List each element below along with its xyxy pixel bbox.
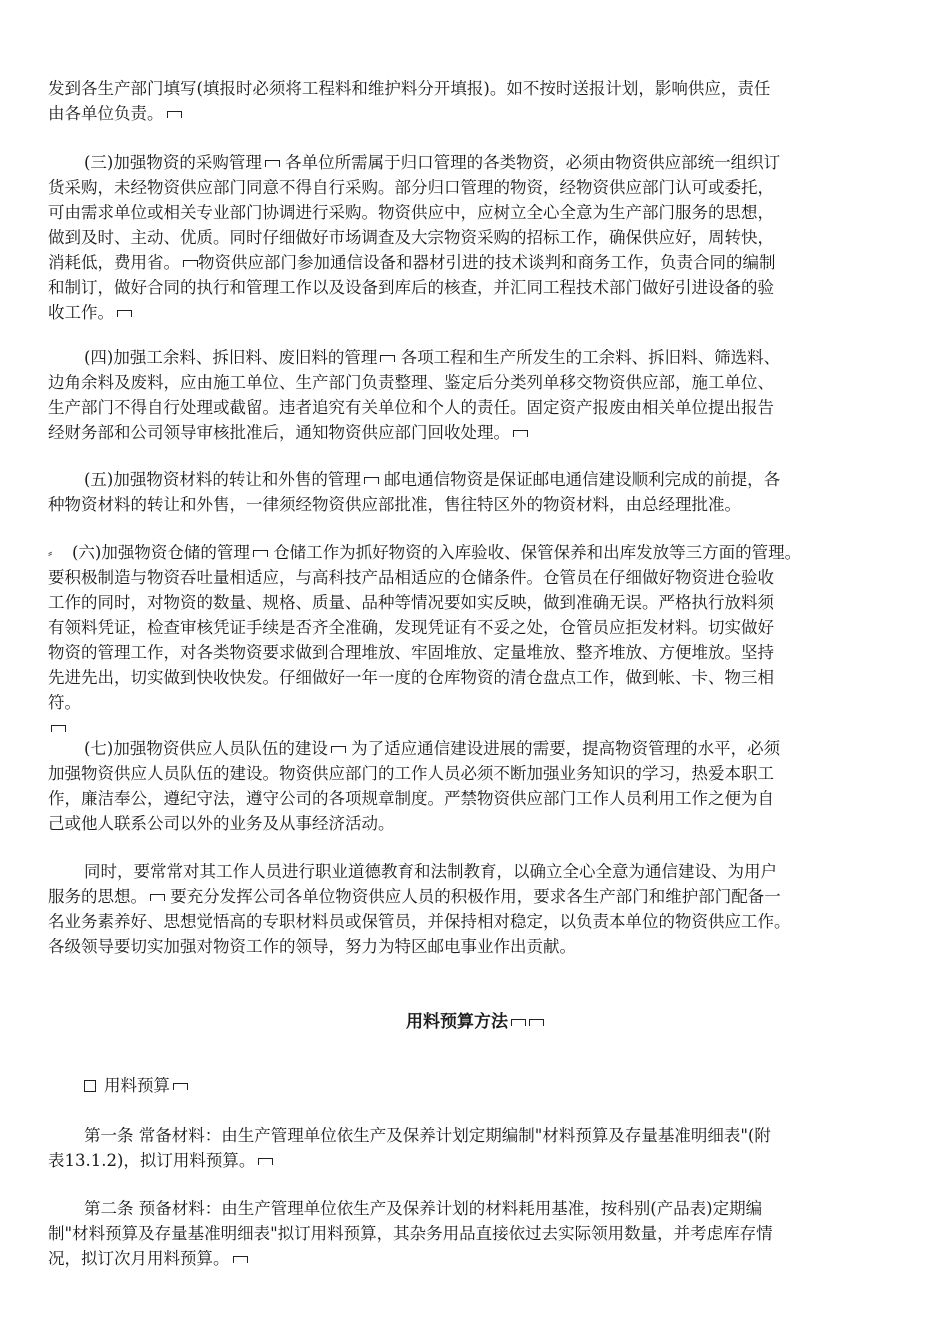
- paragraph-section-6: [48, 540, 904, 740]
- paragraph-mark-icon: [167, 111, 182, 118]
- list-marker-icon: ⸗: [48, 546, 53, 561]
- paragraph-section-3: [48, 150, 904, 325]
- checkbox-icon: [84, 1080, 96, 1092]
- text-line: 消耗低，费用省。 物资供应部门参加通信设备和器材引进的技术谈判和商务工作，负责合同的编制: [48, 253, 776, 272]
- paragraph-closing: [48, 859, 904, 959]
- article-1: [48, 1123, 904, 1173]
- paragraph-section-5: [48, 467, 904, 517]
- text-line: 要积极制造与物资吞吐量相适应，与高科技产品相适应的仓储条件。仓管员在仔细做好物资进仓验收: [48, 568, 774, 587]
- text-line: 名业务素养好、思想觉悟高的专职材料员或保管员，并保持相对稳定，以负责本单位的物资供应工作。: [48, 912, 791, 931]
- paragraph-mark-icon: [233, 1256, 248, 1263]
- paragraph-mark-icon: [529, 1019, 544, 1026]
- text-line: 作，廉洁奉公，遵纪守法，遵守公司的各项规章制度。严禁物资供应部门工作人员利用工作之便为自: [48, 789, 774, 808]
- text-line: (七)加强物资供应人员队伍的建设 为了适应通信建设进展的需要，提高物资管理的水平，必须: [84, 739, 781, 758]
- text-line: 做到及时、主动、优质。同时仔细做好市场调查及大宗物资采购的招标工作，确保供应好，周转快，: [48, 228, 774, 247]
- text-line: 发到各生产部门填写(填报时必须将工程料和维护料分开填报)。如不按时送报计划，影响供应，责任: [48, 79, 771, 98]
- text-line: 用料预算: [48, 1073, 904, 1098]
- text-line: 可由需求单位或相关专业部门协调进行采购。物资供应中，应树立全心全意为生产部门服务的思想，: [48, 203, 774, 222]
- paragraph-mark-icon: [51, 725, 66, 732]
- paragraph-mark-icon: [253, 550, 268, 557]
- paragraph-mark-icon: [265, 160, 280, 167]
- paragraph-continuation: [48, 76, 904, 126]
- paragraph-mark-icon: [150, 894, 165, 901]
- text-line: 和制订，做好合同的执行和管理工作以及设备到库后的核查，并汇同工程技术部门做好引进设备的验: [48, 278, 774, 297]
- text-line: 制"材料预算及存量基准明细表"拟订用料预算，其杂务用品直接依过去实际领用数量，并考虑库存情: [48, 1224, 773, 1243]
- paragraph-mark-icon: [183, 260, 198, 267]
- text-line: 表13.1.2)，拟订用料预算。: [48, 1148, 904, 1173]
- text-line: 由各单位负责。: [48, 101, 904, 126]
- paragraph-mark-icon: [117, 310, 132, 317]
- text-line: 加强物资供应人员队伍的建设。物资供应部门的工作人员必须不断加强业务知识的学习，热爱本职工: [48, 764, 774, 783]
- paragraph-mark-icon: [331, 746, 346, 753]
- text-line: 物资的管理工作，对各类物资要求做到合理堆放、牢固堆放、定量堆放、整齐堆放、方便堆放。坚持: [48, 643, 774, 662]
- paragraph-mark-icon: [380, 355, 395, 362]
- text-line: 符。: [48, 693, 81, 712]
- text-line: 货采购，未经物资供应部门同意不得自行采购。部分归口管理的物资，经物资供应部门认可或委托，: [48, 178, 774, 197]
- text-line: 经财务部和公司领导审核批准后，通知物资供应部门回收处理。: [48, 420, 904, 445]
- text-line: 己或他人联系公司以外的业务及从事经济活动。: [48, 814, 395, 833]
- text-line: 况，拟订次月用料预算。: [48, 1246, 904, 1271]
- text-line: 工作的同时，对物资的数量、规格、质量、品种等情况要如实反映，做到准确无误。严格执行放料须: [48, 593, 774, 612]
- text-line: 第一条 常备材料：由生产管理单位依生产及保养计划定期编制"材料预算及存量基准明细表"(附: [84, 1126, 771, 1145]
- text-line: 第二条 预备材料：由生产管理单位依生产及保养计划的材料耗用基准，按科别(产品表)定期编: [84, 1199, 763, 1218]
- text-line: (三)加强物资的采购管理 各单位所需属于归口管理的各类物资，必须由物资供应部统一组织订: [84, 153, 781, 172]
- subsection-title: [48, 1073, 904, 1098]
- text-line: 种物资材料的转让和外售，一律须经物资供应部批准，售往特区外的物资材料，由总经理批准。: [48, 495, 741, 514]
- text-line: 同时，要常常对其工作人员进行职业道德教育和法制教育，以确立全心全意为通信建设、为用户: [84, 862, 777, 881]
- paragraph-mark-icon: [513, 430, 528, 437]
- text-line: 有领料凭证，检查审核凭证手续是否齐全准确，发现凭证有不妥之处，仓管员应拒发材料。切实做好: [48, 618, 774, 637]
- article-2: [48, 1196, 904, 1271]
- text-line: 服务的思想。 要充分发挥公司各单位物资供应人员的积极作用，要求各生产部门和维护部门配备一: [48, 887, 781, 906]
- paragraph-section-7: [48, 736, 904, 836]
- text-line: 边角余料及废料，应由施工单位、生产部门负责整理、鉴定后分类列单移交物资供应部，施工单位、: [48, 373, 774, 392]
- text-line: 先进先出，切实做到快收快发。仔细做好一年一度的仓库物资的清仓盘点工作，做到帐、卡、物三相: [48, 668, 774, 687]
- paragraph-mark-icon: [364, 477, 379, 484]
- text-line: 生产部门不得自行处理或截留。违者追究有关单位和个人的责任。固定资产报废由相关单位提出报告: [48, 398, 774, 417]
- paragraph-section-4: [48, 345, 904, 445]
- paragraph-mark-icon: [173, 1083, 188, 1090]
- text-line: 各级领导要切实加强对物资工作的领导，努力为特区邮电事业作出贡献。: [48, 937, 576, 956]
- text-line: (四)加强工余料、拆旧料、废旧料的管理 各项工程和生产所发生的工余料、拆旧料、筛选料、: [84, 348, 781, 367]
- section-heading: 用料预算方法: [0, 1010, 950, 1035]
- text-line: (六)加强物资仓储的管理 仓储工作为抓好物资的入库验收、保管保养和出库发放等三方面的管理。: [72, 543, 802, 562]
- paragraph-mark-icon: [258, 1158, 273, 1165]
- text-line: 收工作。: [48, 300, 904, 325]
- text-line: (五)加强物资材料的转让和外售的管理 邮电通信物资是保证邮电通信建设顺利完成的前提，各: [84, 470, 781, 489]
- paragraph-mark-icon: [511, 1019, 526, 1026]
